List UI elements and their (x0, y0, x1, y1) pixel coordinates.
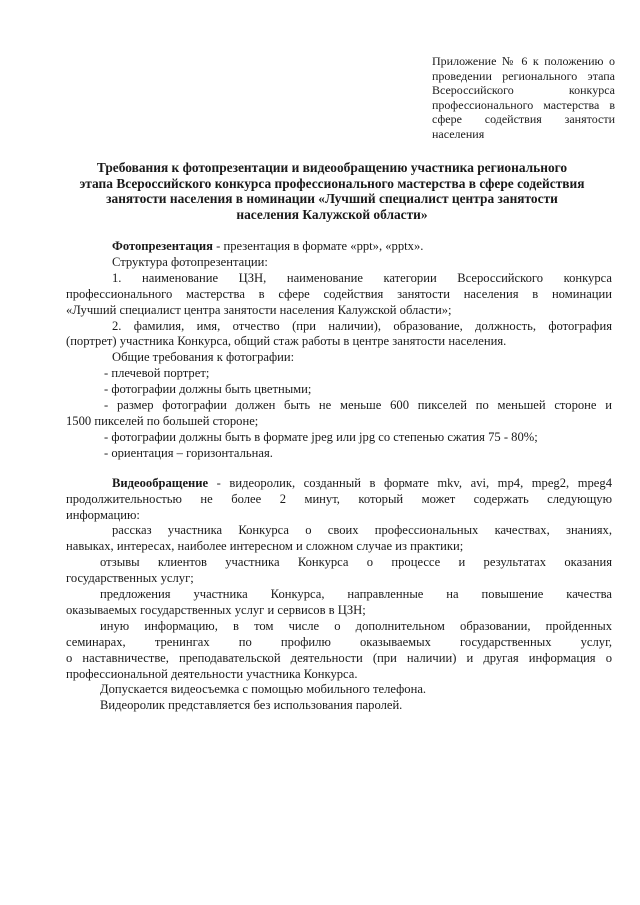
photo-section (66, 239, 612, 462)
video-heading: Видеообращение (112, 475, 209, 490)
video-paragraph-line: рассказ участника Конкурса о своих профессиональных качествах, знаниях, (112, 523, 612, 538)
photo-intro (66, 239, 612, 255)
video-paragraph-line: отзывы клиентов участника Конкурса о процессе и результатах оказания (100, 555, 612, 570)
video-paragraph-line: предложения участника Конкурса, направленные на повышение качества (100, 587, 612, 602)
video-section (66, 476, 612, 715)
document-body (66, 239, 612, 714)
photo-requirement: - фотографии должны быть цветными; (104, 382, 312, 397)
video-paragraph-line: профессиональной деятельности участника Конкурса. (66, 666, 358, 681)
section-gap (66, 462, 612, 476)
photo-requirement: 1500 пикселей по большей стороне; (66, 413, 259, 428)
appendix-line: сфере содействия занятости (432, 112, 615, 127)
photo-item-1-line: профессионального мастерства в сфере содействия занятости населения в номинации (66, 286, 612, 301)
video-paragraph-line: оказываемых государственных услуг и сервисов в ЦЗН; (66, 602, 366, 617)
photo-requirements-label: Общие требования к фотографии: (112, 350, 295, 365)
appendix-line: профессионального мастерства в (432, 97, 615, 112)
title-line: населения Калужской области» (236, 206, 428, 222)
photo-requirement: - фотографии должны быть в формате jpeg или jpg со степенью сжатия 75 - 80%; (104, 429, 538, 444)
photo-requirement: - ориентация – горизонтальная. (104, 445, 273, 460)
appendix-line: проведении регионального этапа (432, 68, 615, 83)
photo-requirement: - размер фотографии должен быть не меньше 600 пикселей по меньшей стороне и (104, 398, 612, 413)
photo-requirement: - плечевой портрет; (104, 366, 210, 381)
video-paragraph-line: семинарах, тренингах по профилю оказываемых государственных услуг, (66, 634, 612, 649)
video-intro-text: - видеоролик, созданный в формате mkv, avi, mp4, mpeg2, mpeg4 (208, 475, 612, 490)
video-intro-line: продолжительностью не более 2 минут, который может содержать следующую (66, 491, 612, 506)
title-line: этапа Всероссийского конкурса профессионального мастерства в сфере содействия (79, 175, 585, 191)
video-paragraph-line: о наставничестве, преподавательской деятельности (при наличии) и другая информация о (66, 650, 612, 665)
video-paragraph-line: навыках, интересах, наиболее интересном и сложном случае из практики; (66, 539, 464, 554)
appendix-note (432, 54, 615, 142)
photo-item-1-line: 1. наименование ЦЗН, наименование категории Всероссийского конкурса (112, 270, 612, 285)
title-line: занятости населения в номинации «Лучший специалист центра занятости (106, 191, 558, 207)
video-paragraph-line: Допускается видеосъемка с помощью мобильного телефона. (100, 682, 427, 697)
photo-heading: Фотопрезентация (112, 239, 213, 253)
photo-structure-label: Структура фотопрезентации: (112, 254, 268, 269)
photo-item-2-line: 2. фамилия, имя, отчество (при наличии), образование, должность, фотография (112, 318, 612, 333)
video-intro (66, 476, 612, 492)
title-line: Требования к фотопрезентации и видеообращению участника регионального (96, 160, 568, 175)
photo-intro-text: - презентация в формате «ppt», «pptx». (212, 239, 424, 253)
video-paragraph-line: Видеоролик представляется без использования паролей. (100, 698, 403, 713)
appendix-line: Приложение № 6 к положению о (432, 54, 615, 68)
photo-item-2-line: (портрет) участника Конкурса, общий стаж работы в центре занятости населения. (66, 334, 507, 349)
video-intro-line: информацию: (66, 507, 140, 522)
appendix-line: населения (432, 126, 485, 141)
appendix-line: Всероссийского конкурса (432, 83, 615, 98)
video-paragraph-line: государственных услуг; (66, 571, 194, 586)
photo-item-1-line: «Лучший специалист центра занятости населения Калужской области»; (66, 302, 452, 317)
video-paragraph-line: иную информацию, в том числе о дополнительном образовании, пройденных (100, 618, 612, 633)
document-title (66, 160, 598, 222)
